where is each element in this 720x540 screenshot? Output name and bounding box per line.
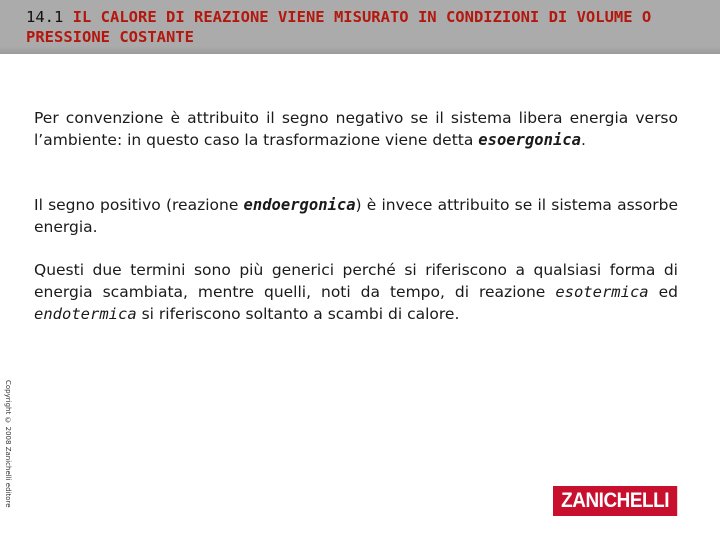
paragraph-2-text-after: ) è invece attribuito se il sistema assorbe energia.: [34, 196, 678, 236]
paragraph-3: [34, 259, 678, 325]
paragraph-1-text-after: .: [580, 131, 586, 149]
copyright-notice: Copyright © 2008 Zanichelli editore: [4, 380, 12, 508]
paragraph-3-text-before: Questi due termini sono più generici perché si riferiscono a qualsiasi forma di energia scambiata, mentre quelli, noti da tempo, di reazione: [34, 261, 678, 301]
term-endoergonica: endoergonica: [243, 196, 356, 214]
paragraph-2-text-before: Il segno positivo (reazione: [34, 196, 244, 214]
term-endotermica: endotermica: [34, 305, 137, 323]
paragraph-3-text-middle: ed: [648, 283, 678, 301]
term-esotermica: esotermica: [555, 283, 649, 301]
header-shadow: [0, 46, 720, 54]
paragraph-1: [34, 107, 678, 151]
term-esoergonica: esoergonica: [478, 131, 581, 149]
zanichelli-logo: ZANICHELLI: [553, 486, 677, 516]
paragraph-3-text-after: si riferiscono soltanto a scambi di calore.: [136, 305, 460, 323]
paragraph-1-text-before: Per convenzione è attribuito il segno negativo se il sistema libera energia verso l’ambiente: in questo caso la trasformazione viene detta: [34, 109, 678, 149]
title-number: 14.1: [26, 8, 64, 26]
title-text: IL CALORE DI REAZIONE VIENE MISURATO IN CONDIZIONI DI VOLUME O PRESSIONE COSTANTE: [26, 8, 652, 46]
slide-title: [26, 7, 706, 47]
paragraph-2: [34, 194, 678, 238]
